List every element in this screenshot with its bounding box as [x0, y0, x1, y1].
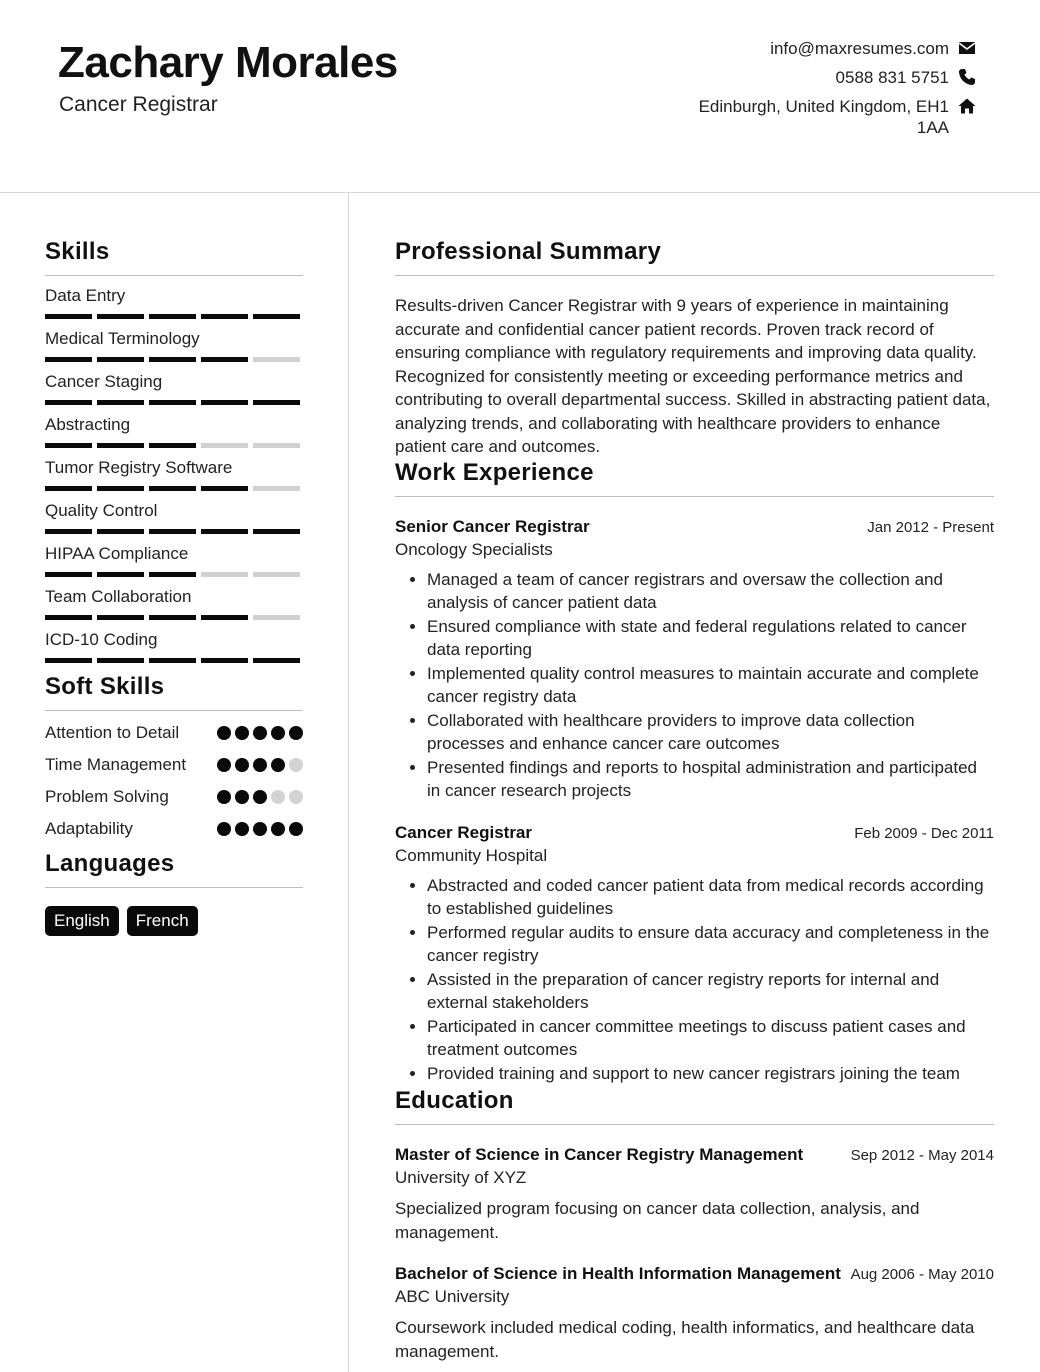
job-bullet: • Collaborated with healthcare providers to improve data collection processes and enhance cancer care outcomes	[427, 709, 994, 756]
education-school: University of XYZ	[395, 1168, 527, 1187]
skill-level-segment	[201, 314, 248, 319]
soft-skill-item	[45, 721, 303, 745]
skill-level-segment	[45, 443, 92, 448]
skill-level-bar	[45, 443, 303, 448]
skill-item	[45, 286, 303, 319]
skill-level-segment	[97, 572, 144, 577]
rating-dot	[235, 790, 249, 804]
skill-level-segment	[201, 357, 248, 362]
job-bullet: • Abstracted and coded cancer patient data from medical records according to established guidelines	[427, 874, 994, 921]
skills-heading: Skills	[45, 238, 303, 276]
rating-dot	[253, 822, 267, 836]
job-dates: Jan 2012 - Present	[867, 518, 994, 536]
candidate-name: Zachary Morales	[58, 38, 398, 87]
rating-dot	[289, 790, 303, 804]
experience-list	[395, 517, 994, 1086]
skill-name: Abstracting	[45, 415, 131, 434]
rating-dot	[271, 726, 285, 740]
job-bullet: • Performed regular audits to ensure data accuracy and completeness in the cancer registry	[427, 921, 994, 968]
skill-name: Cancer Staging	[45, 372, 163, 391]
job-title: Cancer Registrar	[59, 93, 218, 116]
contact-address-text: Edinburgh, United Kingdom, EH1 1AA	[698, 97, 949, 137]
skill-level-segment	[149, 572, 196, 577]
contact-list	[656, 38, 976, 146]
skill-level-segment	[97, 529, 144, 534]
left-column	[45, 238, 303, 936]
skill-level-segment	[253, 658, 300, 663]
skill-item	[45, 415, 303, 448]
rating-dot	[217, 790, 231, 804]
education-dates: Aug 2006 - May 2010	[850, 1266, 994, 1283]
skill-item	[45, 458, 303, 491]
skill-level-segment	[253, 314, 300, 319]
skill-level-segment	[201, 615, 248, 620]
skill-level-segment	[149, 443, 196, 448]
contact-email-text[interactable]: info@maxresumes.com	[770, 39, 949, 58]
job-bullets	[395, 874, 994, 1086]
skill-item	[45, 329, 303, 362]
rating-dot	[253, 726, 267, 740]
skill-level-segment	[97, 314, 144, 319]
job-bullet: • Participated in cancer committee meetings to discuss patient cases and treatment outcomes	[427, 1015, 994, 1062]
soft-skills-list	[45, 721, 303, 841]
contact-phone[interactable]	[656, 67, 976, 88]
education-description: Coursework included medical coding, health informatics, and healthcare data management.	[395, 1318, 975, 1361]
skill-name: Tumor Registry Software	[45, 458, 233, 477]
envelope-icon	[958, 39, 976, 57]
right-column	[395, 238, 994, 1363]
education-header	[395, 1145, 994, 1165]
skill-level-bar	[45, 572, 303, 577]
phone-icon	[958, 68, 976, 86]
skill-name: Medical Terminology	[45, 329, 200, 348]
job-entry	[395, 823, 994, 1086]
skill-level-segment	[149, 658, 196, 663]
skill-level-segment	[253, 572, 300, 577]
skill-level-segment	[253, 357, 300, 362]
language-badge: French	[127, 906, 198, 936]
summary-heading: Professional Summary	[395, 238, 994, 276]
skills-list	[45, 286, 303, 663]
soft-skill-item	[45, 817, 303, 841]
skill-level-segment	[149, 357, 196, 362]
rating-dot	[235, 758, 249, 772]
skill-item	[45, 630, 303, 663]
skill-level-segment	[97, 615, 144, 620]
rating-dot	[235, 822, 249, 836]
resume-header	[0, 0, 1040, 193]
skill-level-segment	[45, 314, 92, 319]
rating-dot	[217, 758, 231, 772]
rating-dot	[289, 726, 303, 740]
job-header	[395, 823, 994, 843]
skill-level-segment	[253, 529, 300, 534]
education-entry	[395, 1264, 994, 1363]
skill-level-segment	[97, 357, 144, 362]
job-bullet: • Provided training and support to new cancer registrars joining the team	[427, 1062, 994, 1086]
skill-item	[45, 544, 303, 577]
skill-level-segment	[201, 400, 248, 405]
home-icon	[958, 97, 976, 115]
soft-skill-rating	[217, 753, 303, 772]
skill-level-segment	[97, 400, 144, 405]
rating-dot	[271, 758, 285, 772]
job-header	[395, 517, 994, 537]
job-bullet: • Presented findings and reports to hospital administration and participated in cancer research projects	[427, 756, 994, 803]
job-entry	[395, 517, 994, 803]
education-list	[395, 1145, 994, 1363]
skill-level-segment	[149, 314, 196, 319]
skill-level-segment	[45, 486, 92, 491]
skill-level-bar	[45, 529, 303, 534]
skill-level-bar	[45, 658, 303, 663]
soft-skill-item	[45, 753, 303, 777]
skill-level-segment	[253, 615, 300, 620]
skill-level-segment	[97, 486, 144, 491]
skill-level-segment	[201, 529, 248, 534]
languages-list	[45, 906, 303, 936]
education-entry	[395, 1145, 994, 1244]
skill-name: ICD-10 Coding	[45, 630, 158, 649]
column-divider	[348, 193, 349, 1372]
skill-level-segment	[45, 658, 92, 663]
job-bullet: • Implemented quality control measures to maintain accurate and complete cancer registry data	[427, 662, 994, 709]
rating-dot	[217, 822, 231, 836]
soft-skill-item	[45, 785, 303, 809]
education-dates: Sep 2012 - May 2014	[850, 1147, 994, 1164]
skill-level-bar	[45, 400, 303, 405]
skill-level-bar	[45, 486, 303, 491]
contact-email[interactable]	[656, 38, 976, 59]
contact-phone-text[interactable]: 0588 831 5751	[835, 68, 949, 87]
education-header	[395, 1264, 994, 1284]
soft-skill-name: Time Management	[45, 755, 187, 774]
rating-dot	[289, 758, 303, 772]
job-bullet: • Managed a team of cancer registrars and oversaw the collection and analysis of cancer patient data	[427, 568, 994, 615]
rating-dot	[235, 726, 249, 740]
job-employer: Community Hospital	[395, 845, 548, 865]
rating-dot	[289, 822, 303, 836]
skill-level-segment	[45, 572, 92, 577]
job-position: Cancer Registrar	[395, 822, 533, 842]
skill-name: Data Entry	[45, 286, 126, 305]
job-bullets	[395, 568, 994, 803]
skill-level-segment	[97, 443, 144, 448]
skill-name: Team Collaboration	[45, 587, 192, 606]
job-dates: Feb 2009 - Dec 2011	[854, 824, 994, 842]
skill-level-segment	[45, 529, 92, 534]
skill-level-segment	[201, 658, 248, 663]
skill-level-bar	[45, 357, 303, 362]
job-employer: Oncology Specialists	[395, 539, 553, 559]
skill-level-segment	[253, 486, 300, 491]
experience-heading: Work Experience	[395, 459, 994, 497]
education-degree: Master of Science in Cancer Registry Management	[395, 1145, 804, 1164]
skill-level-segment	[253, 443, 300, 448]
rating-dot	[271, 822, 285, 836]
soft-skill-rating	[217, 785, 303, 804]
soft-skill-name: Adaptability	[45, 819, 133, 838]
job-bullet: • Assisted in the preparation of cancer registry reports for internal and external stakeholders	[427, 968, 994, 1015]
education-description: Specialized program focusing on cancer data collection, analysis, and management.	[395, 1199, 920, 1242]
education-degree: Bachelor of Science in Health Information Management	[395, 1264, 841, 1283]
soft-skills-heading: Soft Skills	[45, 673, 303, 711]
job-bullet: • Ensured compliance with state and federal regulations related to cancer data reporting	[427, 615, 994, 662]
skill-item	[45, 372, 303, 405]
rating-dot	[253, 790, 267, 804]
skill-level-segment	[45, 615, 92, 620]
skill-item	[45, 501, 303, 534]
contact-address	[656, 96, 976, 138]
job-position: Senior Cancer Registrar	[395, 516, 590, 536]
rating-dot	[271, 790, 285, 804]
skill-level-segment	[253, 400, 300, 405]
skill-level-bar	[45, 615, 303, 620]
skill-level-segment	[149, 400, 196, 405]
rating-dot	[253, 758, 267, 772]
education-school: ABC University	[395, 1287, 510, 1306]
skill-level-segment	[45, 400, 92, 405]
soft-skill-name: Attention to Detail	[45, 723, 180, 742]
skill-item	[45, 587, 303, 620]
skill-level-bar	[45, 314, 303, 319]
skill-level-segment	[45, 357, 92, 362]
soft-skill-name: Problem Solving	[45, 787, 169, 806]
skill-level-segment	[201, 572, 248, 577]
skill-level-segment	[201, 443, 248, 448]
skill-name: HIPAA Compliance	[45, 544, 189, 563]
education-heading: Education	[395, 1087, 994, 1125]
skill-name: Quality Control	[45, 501, 158, 520]
soft-skill-rating	[217, 721, 303, 740]
summary-text: Results-driven Cancer Registrar with 9 years of experience in maintaining accurate and confidential cancer patient records. Proven track record of ensuring compliance with regulatory requirements and improving data quality. Recognized for consistently meeting or exceeding performance metrics and contributing to overall departmental success. Skilled in abstracting patient data, analyzing trends, and collaborating with healthcare providers to enhance patient care and outcomes.	[395, 296, 991, 456]
skill-level-segment	[149, 486, 196, 491]
languages-heading: Languages	[45, 850, 303, 888]
skill-level-segment	[149, 529, 196, 534]
skill-level-segment	[201, 486, 248, 491]
rating-dot	[217, 726, 231, 740]
language-badge: English	[45, 906, 119, 936]
soft-skill-rating	[217, 817, 303, 836]
skill-level-segment	[149, 615, 196, 620]
skill-level-segment	[97, 658, 144, 663]
